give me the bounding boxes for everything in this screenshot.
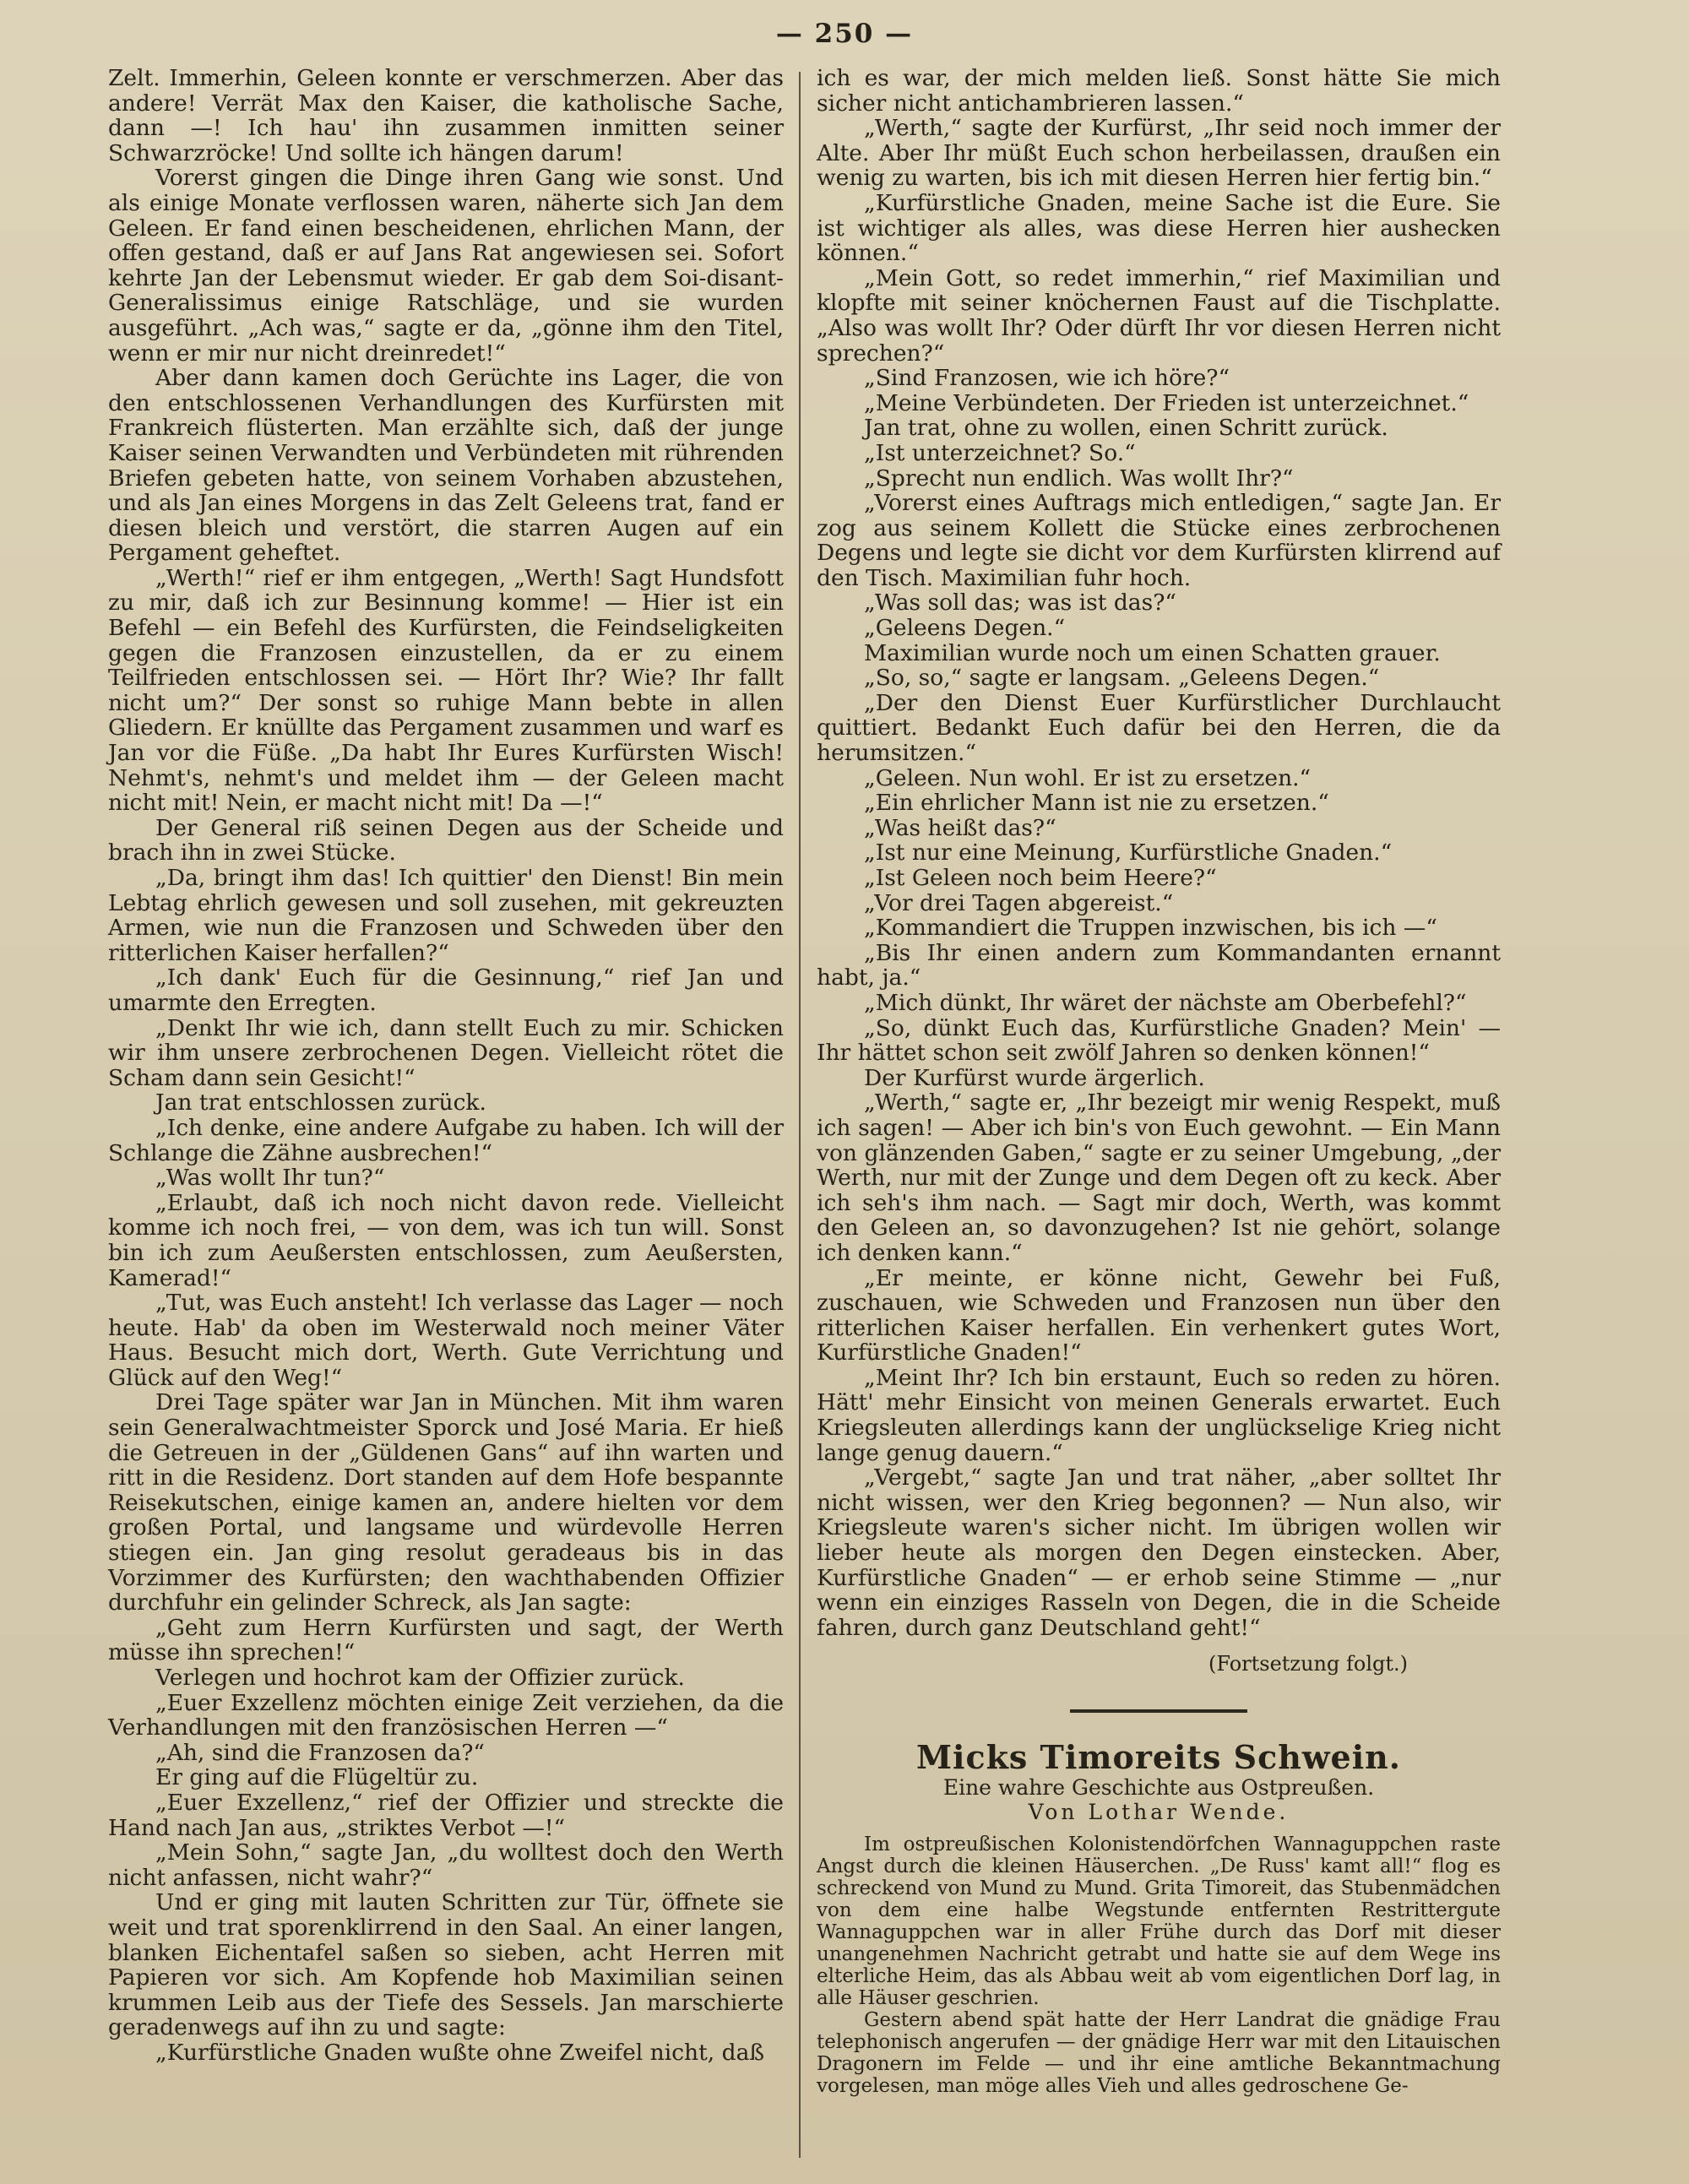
right-column-paragraph: „Mein Gott, so redet immerhin,“ rief Maximilian und klopfte mit seiner knöchernen Faust auf die Tischplatte. „Also was wollt Ihr? Oder dürft Ihr vor diesen Herren nicht sprechen?“ xyxy=(817,264,1501,367)
left-column-paragraph: „Ich dank' Euch für die Gesinnung,“ rief Jan und umarmte den Erregten. xyxy=(108,964,784,1016)
right-column-paragraph: „Vor drei Tagen abgereist.“ xyxy=(864,889,1174,916)
left-column-paragraph: Zelt. Immerhin, Geleen konnte er verschmerzen. Aber das andere! Verrät Max den Kaiser, die katholische Sache, dann —! Ich hau' ihn zusammen inmitten seiner Schwarzröcke! Und sollte ich hängen darum! xyxy=(108,65,784,166)
right-column-paragraph: „Ist unterzeichnet? So.“ xyxy=(864,439,1136,466)
right-column-paragraph: „Geleen. Nun wohl. Er ist zu ersetzen.“ xyxy=(864,764,1312,791)
left-column-paragraph: „Werth!“ rief er ihm entgegen, „Werth! Sagt Hundsfott zu mir, daß ich zur Besinnung komme! — Hier ist ein Befehl — ein Befehl des Kurfürsten, die Feindseligkeiten gegen die Franzosen einzustellen, da er zu einem Teilfrieden entschlossen sei. — Hört Ihr? Wie? Ihr fallt nicht um?“ Der sonst so ruhige Mann bebte in allen Gliedern. Er knüllte das Pergament zusammen und warf es Jan vor die Füße. „Da habt Ihr Eures Kurfürsten Wisch! Nehmt's, nehmt's und meldet ihm — der Geleen macht nicht mit! Nein, er macht nicht mit! Da —!“ xyxy=(108,564,784,817)
right-column-paragraph: Jan trat, ohne zu wollen, einen Schritt zurück. xyxy=(864,415,1388,442)
right-column-paragraph: „Kurfürstliche Gnaden, meine Sache ist die Eure. Sie ist wichtiger als alles, was diese Herren hier aushecken können.“ xyxy=(817,189,1501,267)
left-column-paragraph: „Euer Exzellenz möchten einige Zeit verziehen, da die Verhandlungen mit den französischen Herren —“ xyxy=(108,1689,784,1741)
left-column-paragraph: Aber dann kamen doch Gerüchte ins Lager, die von den entschlossenen Verhandlungen des Kurfürsten mit Frankreich flüsterten. Man erzählte sich, daß der junge Kaiser seinen Verwandten und Verbündeten mit rührenden Briefen gebeten hatte, von seinem Vorhaben abzustehen, und als Jan eines Morgens in das Zelt Geleens trat, fand er diesen bleich und verstört, die starren Augen auf ein Pergament geheftet. xyxy=(108,365,784,567)
right-column-paragraph: „Bis Ihr einen andern zum Kommandanten ernannt habt, ja.“ xyxy=(817,939,1501,991)
right-column-paragraph: „Sprecht nun endlich. Was wollt Ihr?“ xyxy=(864,465,1294,492)
right-column-paragraph: „Meine Verbündeten. Der Frieden ist unterzeichnet.“ xyxy=(864,389,1469,416)
left-column-paragraph: „Geht zum Herrn Kurfürsten und sagt, der Werth müsse ihn sprechen!“ xyxy=(108,1614,784,1666)
right-column-paragraph: „Vergebt,“ sagte Jan und trat näher, „aber solltet Ihr nicht wissen, wer den Krieg begonnen? — Nun also, wir Kriegsleute waren's sicher nicht. Im übrigen wollen wir lieber heute als morgen den Degen einstecken. Aber, Kurfürstliche Gnaden“ — er erhob seine Stimme — „nur wenn ein einziges Rasseln von Degen, die in die Scheide fahren, durch ganz Deutschland geht!“ xyxy=(817,1464,1501,1641)
right-column-paragraph: „So, so,“ sagte er langsam. „Geleens Degen.“ xyxy=(864,665,1380,692)
right-column-paragraph: „Ein ehrlicher Mann ist nie zu ersetzen.“ xyxy=(864,790,1329,817)
left-column-paragraph: „Denkt Ihr wie ich, dann stellt Euch zu mir. Schicken wir ihm unsere zerbrochenen Degen. Vielleicht rötet die Scham dann sein Gesicht!“ xyxy=(108,1014,784,1091)
right-column-paragraph: „Sind Franzosen, wie ich höre?“ xyxy=(864,365,1230,392)
left-column-paragraph: „Ich denke, eine andere Aufgabe zu haben. Ich will der Schlange die Zähne ausbrechen!“ xyxy=(108,1114,784,1166)
story-author: Von Lothar Wende. xyxy=(1028,1800,1290,1825)
left-column-paragraph: Der General riß seinen Degen aus der Scheide und brach ihn in zwei Stücke. xyxy=(108,814,784,867)
left-column-paragraph: „Mein Sohn,“ sagte Jan, „du wolltest doch den Werth nicht anfassen, nicht wahr?“ xyxy=(108,1839,784,1891)
left-column-paragraph: Vorerst gingen die Dinge ihren Gang wie sonst. Und als einige Monate verflossen waren, näherte sich Jan dem Geleen. Er fand einen bescheidenen, ehrlichen Mann, der offen gestand, daß er auf Jans Rat angewiesen sei. Sofort kehrte Jan der Lebensmut wieder. Er gab dem Soi-disant-Generalissimus einige Ratschläge, und sie wurden ausgeführt. „Ach was,“ sagte er da, „gönne ihm den Titel, wenn er mir nur nicht dreinredet!“ xyxy=(108,165,784,367)
right-column-paragraph: „Meint Ihr? Ich bin erstaunt, Euch so reden zu hören. Hätt' mehr Einsicht von meinen Generals erwartet. Euch Kriegsleuten allerdings kann der unglückselige Krieg nicht lange genug dauern.“ xyxy=(817,1364,1501,1466)
right-column-paragraph: „Kommandiert die Truppen inzwischen, bis ich —“ xyxy=(864,915,1437,942)
page-number: — 250 — xyxy=(775,19,914,49)
section-rule xyxy=(1070,1709,1247,1713)
right-column-paragraph: „Er meinte, er könne nicht, Gewehr bei Fuß, zuschauen, wie Schweden und Franzosen nun über den ritterlichen Kaiser herfallen. Ein verhenkert gutes Wort, Kurfürstliche Gnaden!“ xyxy=(817,1264,1501,1366)
right-column-paragraph: „Mich dünkt, Ihr wäret der nächste am Oberbefehl?“ xyxy=(864,989,1467,1016)
column-divider xyxy=(799,72,801,2158)
story-body xyxy=(817,1834,1501,2097)
left-column-paragraph: „Euer Exzellenz,“ rief der Offizier und streckte die Hand nach Jan aus, „striktes Verbot —!“ xyxy=(108,1789,784,1841)
left-column xyxy=(108,66,784,2066)
right-column-paragraph: „Geleens Degen.“ xyxy=(864,615,1066,642)
right-column-paragraph: ich es war, der mich melden ließ. Sonst hätte Sie mich sicher nicht antichambrieren lassen.“ xyxy=(817,65,1501,117)
right-column xyxy=(817,66,1501,2097)
left-column-paragraph: Er ging auf die Flügeltür zu. xyxy=(155,1764,479,1791)
left-column-paragraph: Jan trat entschlossen zurück. xyxy=(155,1089,486,1116)
left-column-paragraph: Und er ging mit lauten Schritten zur Tür, öffnete sie weit und trat sporenklirrend in den Saal. An einer langen, blanken Eichentafel saßen so sieben, acht Herren mit Papieren vor sich. Am Kopfende hob Maximilian seinen krummen Leib aus der Tiefe des Sessels. Jan marschierte geradenwegs auf ihn zu und sagte: xyxy=(108,1889,784,2041)
left-column-paragraph: „Was wollt Ihr tun?“ xyxy=(155,1165,385,1192)
right-column-paragraph: „Werth,“ sagte er, „Ihr bezeigt mir wenig Respekt, muß ich sagen! — Aber ich bin's von Euch gewohnt. — Ein Mann von glänzenden Gaben,“ sagte er zu seiner Umgebung, „der Werth, nur mit der Zunge und dem Degen oft zu keck. Aber ich seh's ihm nach. — Sagt mir doch, Werth, was kommt den Geleen an, so davonzugehen? Ist nie gehört, solange ich denken kann.“ xyxy=(817,1089,1501,1266)
right-column-paragraph: „Ist Geleen noch beim Heere?“ xyxy=(864,865,1217,891)
right-column-paragraph: Der Kurfürst wurde ärgerlich. xyxy=(864,1064,1205,1091)
right-column-paragraph: „Der den Dienst Euer Kurfürstlicher Durchlaucht quittiert. Bedankt Euch dafür bei den Herren, die da herumsitzen.“ xyxy=(817,689,1501,767)
left-column-paragraph: Verlegen und hochrot kam der Offizier zurück. xyxy=(155,1665,685,1691)
story-paragraph: Im ostpreußischen Kolonistendörfchen Wannaguppchen raste Angst durch die kleinen Häuserchen. „De Russ' kamt all!“ flog es schreckend von Mund zu Mund. Grita Timoreit, das Stubenmädchen von dem eine halbe Wegstunde entfernten Restrittergute Wannaguppchen war in aller Frühe durch das Dorf mit dieser unangenehmen Nachricht getrabt und hatte sie auf dem Wege ins elterliche Heim, das als Abbau weit ab vom eigentlichen Dorf lag, in alle Häuser geschrien. xyxy=(817,1833,1501,2009)
continuation-note: (Fortsetzung folgt.) xyxy=(1208,1652,1408,1676)
right-column-paragraph: „Was soll das; was ist das?“ xyxy=(864,589,1176,617)
left-column-paragraph: „Erlaubt, daß ich noch nicht davon rede. Vielleicht komme ich noch frei, — von dem, was ich tun will. Sonst bin ich zum Aeußersten entschlossen, zum Aeußersten, Kamerad!“ xyxy=(108,1189,784,1291)
story-paragraph: Gestern abend spät hatte der Herr Landrat die gnädige Frau telephonisch angerufen — der gnädige Herr war mit den Litauischen Dragonern im Felde — und ihr eine amtliche Bekanntmachung vorgelesen, man möge alles Vieh und alles gedroschene Ge- xyxy=(817,2008,1501,2097)
left-column-paragraph: „Ah, sind die Franzosen da?“ xyxy=(155,1739,485,1766)
right-column-paragraph: „Vorerst eines Auftrags mich entledigen,“ sagte Jan. Er zog aus seinem Kollett die Stücke eines zerbrochenen Degens und legte sie dicht vor dem Kurfürsten klirrend auf den Tisch. Maximilian fuhr hoch. xyxy=(817,490,1501,591)
right-column-paragraph: Maximilian wurde noch um einen Schatten grauer. xyxy=(864,639,1441,666)
story-subtitle: Eine wahre Geschichte aus Ostpreußen. xyxy=(942,1774,1375,1800)
left-column-paragraph: „Da, bringt ihm das! Ich quittier' den Dienst! Bin mein Lebtag ehrlich gewesen und soll zusehen, mit gekreuzten Armen, wie nun die Franzosen und Schweden über den ritterlichen Kaiser herfallen?“ xyxy=(108,865,784,966)
right-column-paragraph: „So, dünkt Euch das, Kurfürstliche Gnaden? Mein' — Ihr hättet schon seit zwölf Jahren so denken können!“ xyxy=(817,1014,1501,1067)
novel-continuation-text xyxy=(817,66,1501,1640)
right-column-paragraph: „Werth,“ sagte der Kurfürst, „Ihr seid noch immer der Alte. Aber Ihr müßt Euch schon herbeilassen, draußen ein wenig zu warten, bis ich mit diesen Herren hier fertig bin.“ xyxy=(817,115,1501,192)
left-column-paragraph: „Kurfürstliche Gnaden wußte ohne Zweifel nicht, daß xyxy=(155,2039,765,2066)
right-column-paragraph: „Was heißt das?“ xyxy=(864,814,1056,841)
left-column-paragraph: Drei Tage später war Jan in München. Mit ihm waren sein Generalwachtmeister Sporck und José Maria. Er hieß die Getreuen in der „Güldenen Gans“ auf ihn warten und ritt in die Residenz. Dort standen auf dem Hofe bespannte Reisekutschen, einige kamen an, andere hielten vor dem großen Portal, und langsame und würdevolle Herren stiegen ein. Jan ging resolut geradeaus bis in das Vorzimmer des Kurfürsten; den wachthabenden Offizier durchfuhr ein gelinder Schreck, als Jan sagte: xyxy=(108,1389,784,1616)
right-column-paragraph: „Ist nur eine Meinung, Kurfürstliche Gnaden.“ xyxy=(864,839,1393,867)
left-column-paragraph: „Tut, was Euch ansteht! Ich verlasse das Lager — noch heute. Hab' da oben im Westerwald noch meiner Väter Haus. Besucht mich dort, Werth. Gute Verrichtung und Glück auf den Weg!“ xyxy=(108,1290,784,1391)
story-title: Micks Timoreits Schwein. xyxy=(915,1738,1402,1776)
